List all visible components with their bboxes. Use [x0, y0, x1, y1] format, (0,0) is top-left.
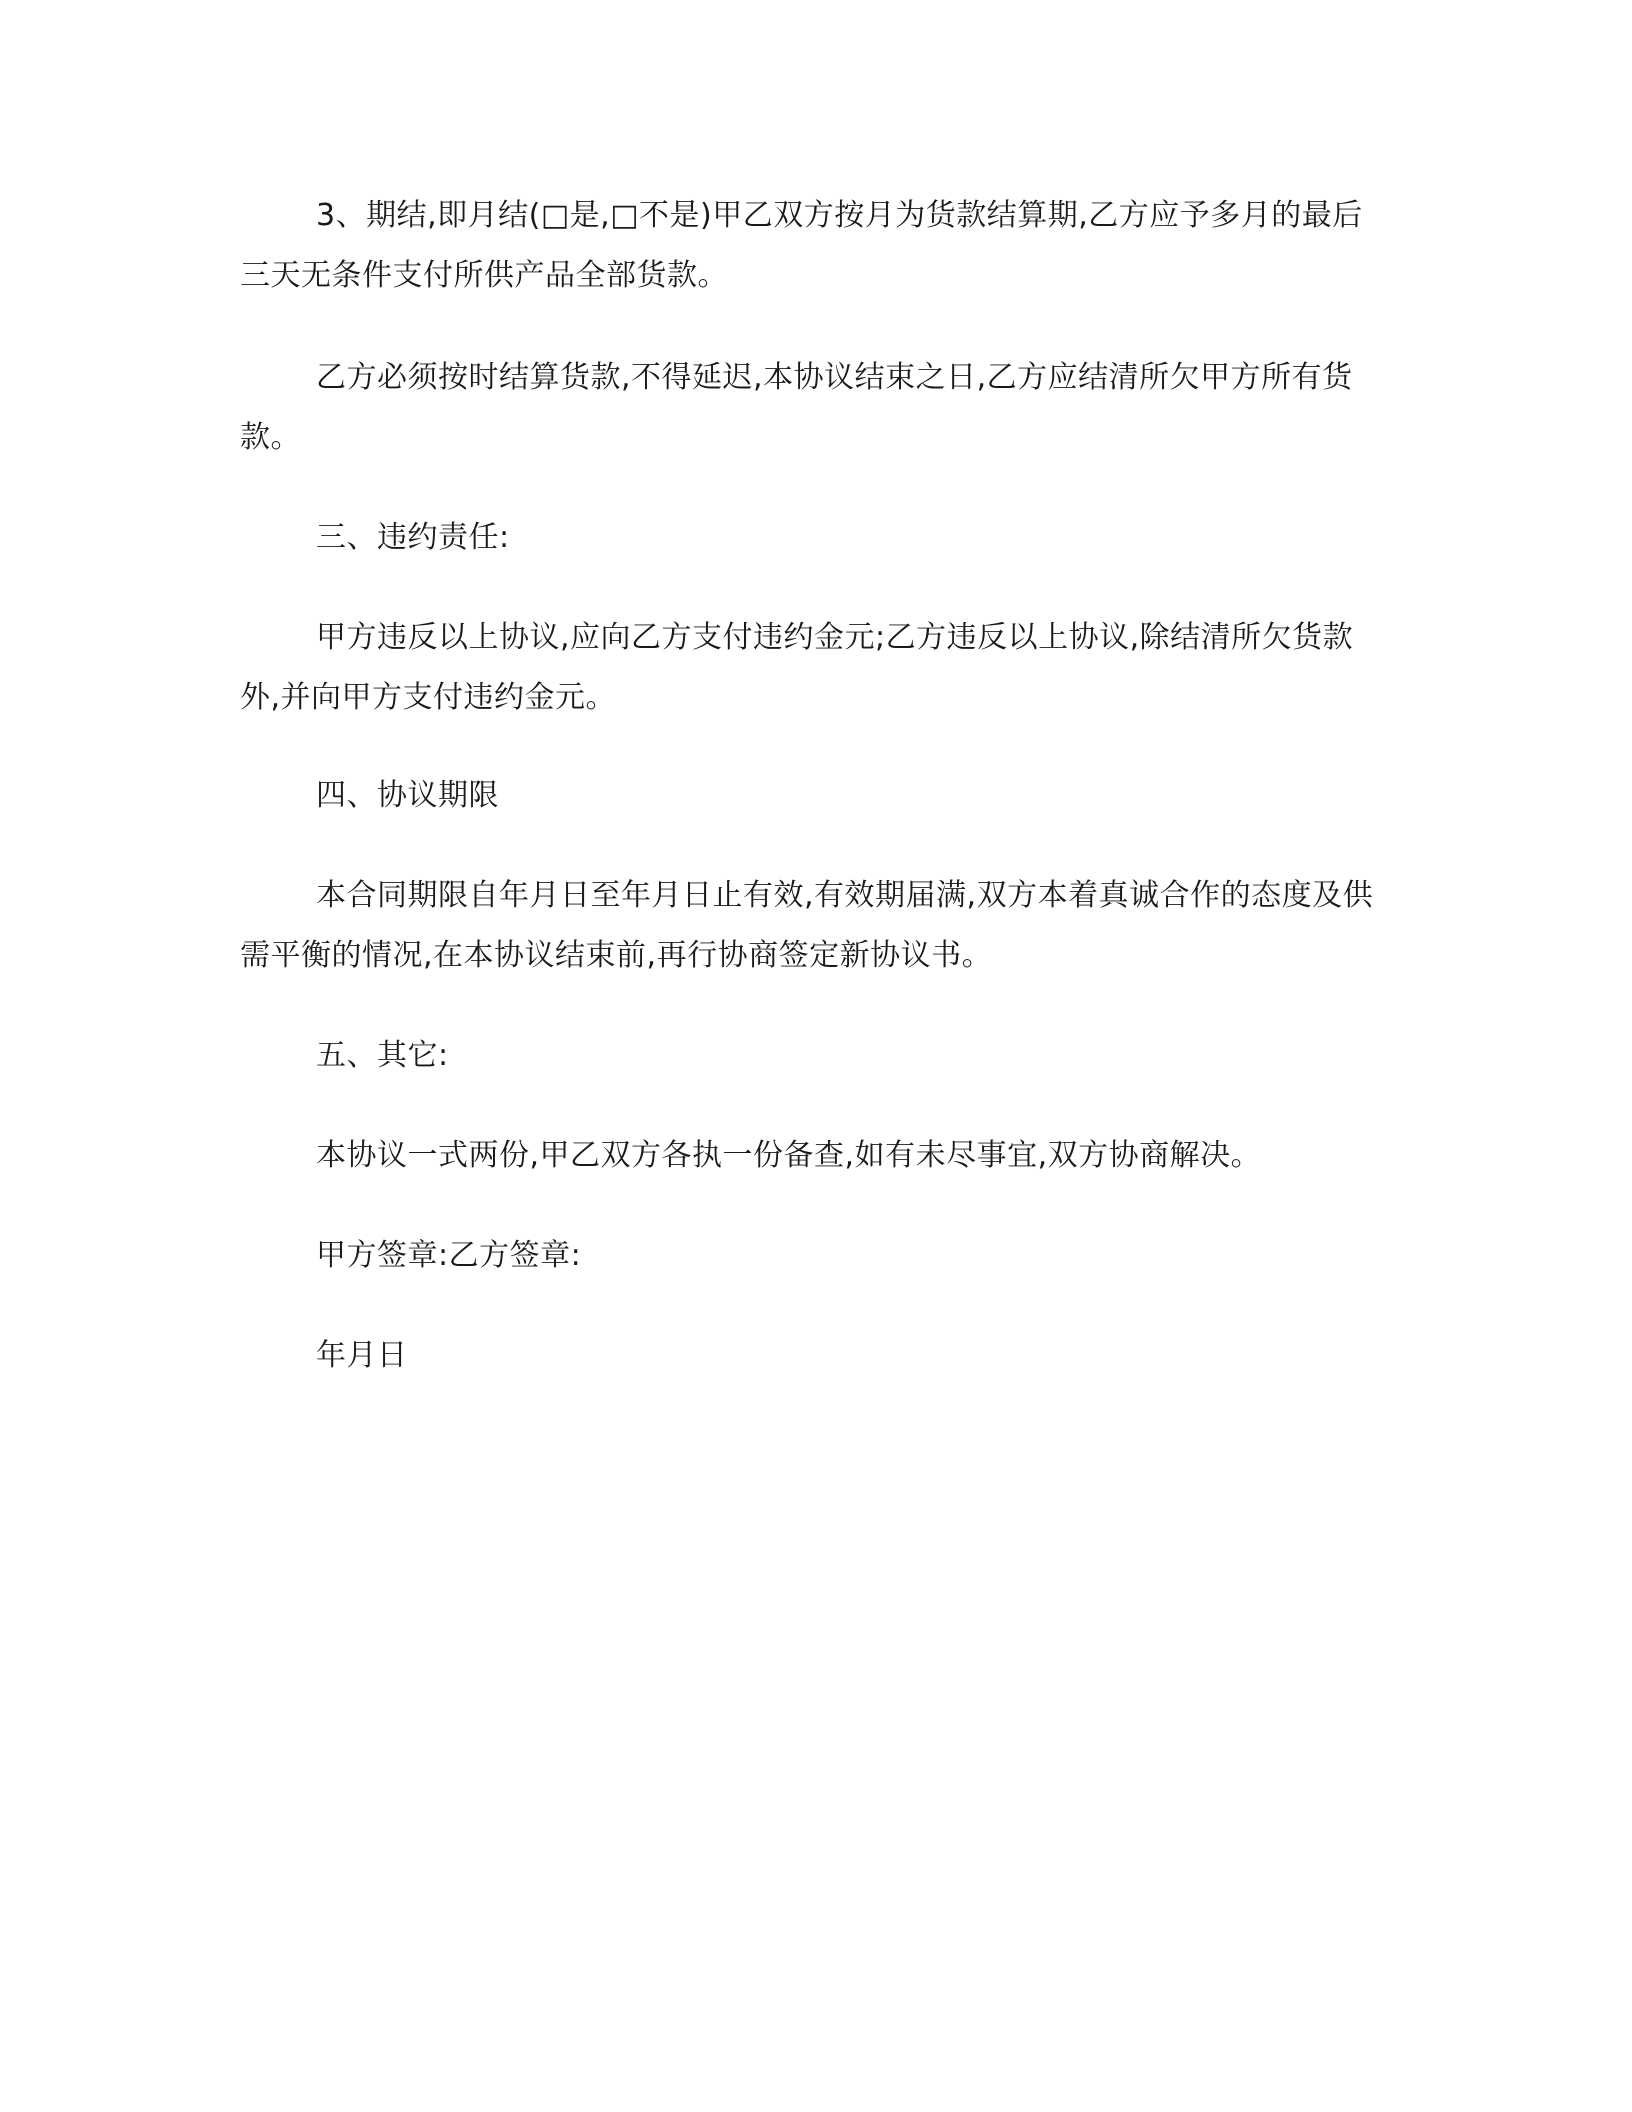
heading-breach-liability: 三、违约责任: [316, 520, 510, 555]
paragraph-copies: 本协议一式两份,甲乙双方各执一份备查,如有未尽事宜,双方协商解决。 [316, 1138, 1262, 1173]
paragraph-payment-deadline: 乙方必须按时结算货款,不得延迟,本协议结束之日,乙方应结清所欠甲方所有货款。 [240, 360, 1353, 455]
paragraph-breach-penalty: 甲方违反以上协议,应向乙方支付违约金元;乙方违反以上协议,除结清所欠货款外,并向甲方支付违约金元。 [240, 620, 1354, 715]
heading-other: 五、其它: [316, 1038, 449, 1073]
heading-agreement-term: 四、协议期限 [316, 778, 499, 813]
signature-line: 甲方签章:乙方签章: [316, 1238, 582, 1273]
date-line: 年月日 [316, 1338, 408, 1373]
paragraph-term-details: 本合同期限自年月日至年月日止有效,有效期届满,双方本着真诚合作的态度及供需平衡的情况,在本协议结束前,再行协商签定新协议书。 [240, 878, 1374, 973]
paragraph-monthly-settlement: 3、期结,即月结(□是,□不是)甲乙双方按月为货款结算期,乙方应予多月的最后三天无条件支付所供产品全部货款。 [240, 198, 1363, 293]
